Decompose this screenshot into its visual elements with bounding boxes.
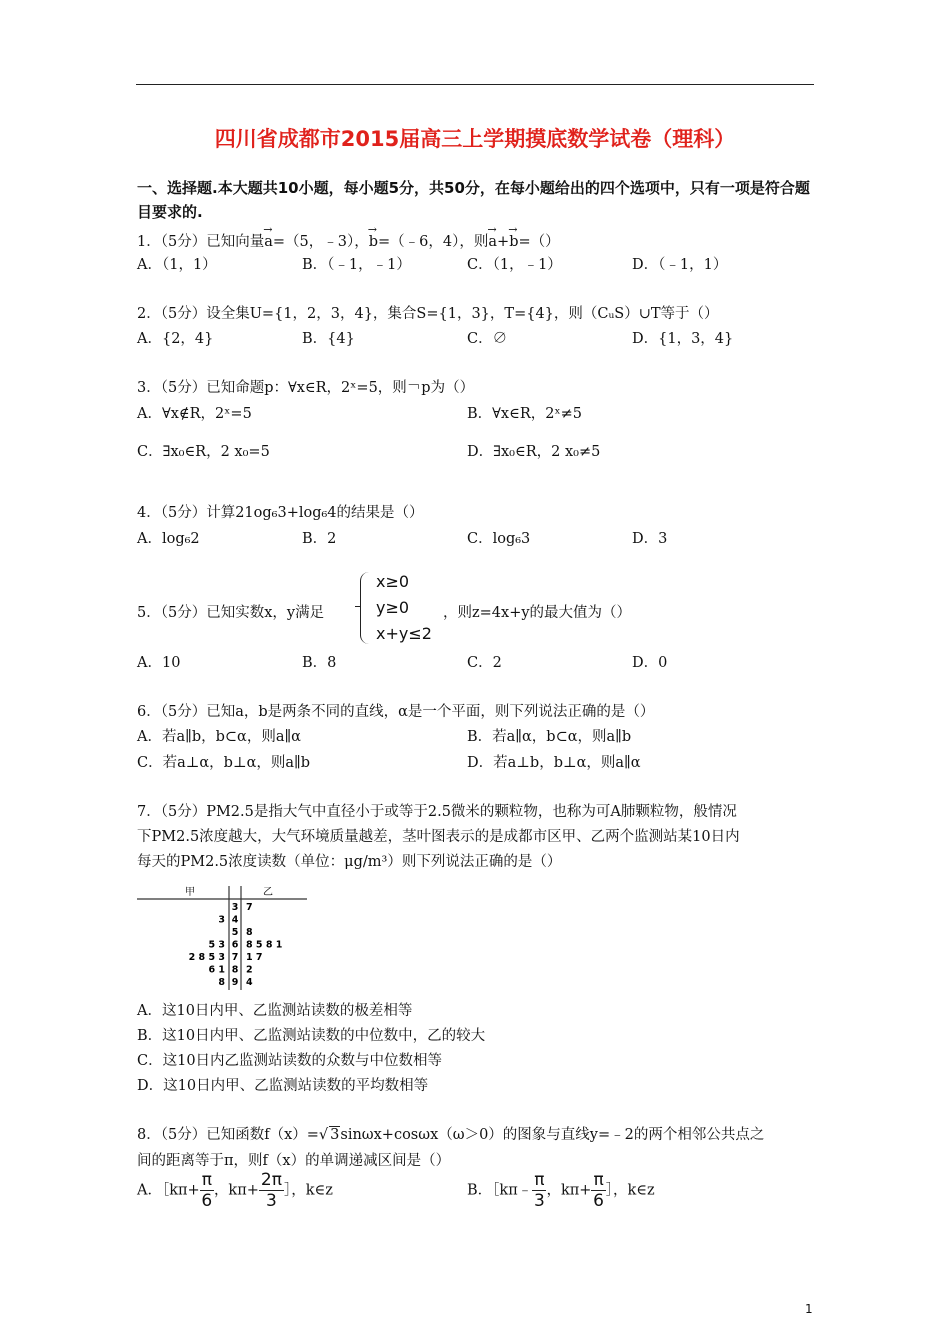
stem-leaf-right-leaves: 8 5 8 1 (246, 939, 283, 951)
stem-leaf-stem: 4 (231, 914, 239, 926)
q7-option-d: D．这10日内甲、乙监测站读数的平均数相等 (137, 1078, 429, 1094)
stem-leaf-left-label: 甲 (185, 887, 195, 898)
constraint-2: y≥0 (376, 598, 410, 617)
question-7-line-3: 每天的PM2.5浓度读数（单位：μg/m³）则下列说法正确的是（） (137, 854, 562, 870)
q2-option-b: B．{4} (302, 331, 355, 347)
question-7-line-1: 7．（5分）PM2.5是指大气中直径小于或等于2.5微米的颗粒物，也称为可A肺颗粒物，般情况 (137, 804, 737, 820)
q4-option-a: A．log₆2 (137, 531, 200, 547)
q4-option-b: B．2 (302, 531, 337, 547)
q1-option-a: A．（1，1） (137, 257, 217, 273)
stem-leaf-left-leaves: 6 1 (208, 964, 225, 976)
stem-leaf-left-leaves: 3 (218, 914, 225, 926)
page-title: 四川省成都市2015届高三上学期摸底数学试卷（理科） (214, 127, 736, 151)
q7-option-b: B．这10日内甲、乙监测站读数的中位数中，乙的较大 (137, 1028, 486, 1044)
stem-leaf-stem: 7 (231, 952, 239, 963)
q2-option-c: C．∅ (467, 331, 508, 347)
brace (360, 572, 369, 644)
q2-option-d: D．{1，3，4} (632, 331, 734, 347)
q5-option-a: A．10 (137, 655, 181, 671)
constraint-1: x≥0 (376, 572, 410, 591)
q1-option-c: C．（1，﹣1） (467, 257, 562, 273)
question-2: 2．（5分）设全集U={1，2，3，4}，集合S={1，3}，T={4}，则（CᵤS）∪T等于（） (137, 306, 719, 322)
question-4: 4．（5分）计算21og₆3+log₆4的结果是（） (137, 505, 424, 521)
stem-leaf-stem: 5 (231, 927, 239, 938)
vector-b: → b (369, 234, 378, 250)
page-number: 1 (805, 1302, 813, 1316)
stem-leaf-stem: 6 (231, 939, 239, 951)
question-5-post: ，则z=4x+y的最大值为（） (443, 605, 632, 621)
constraint-3: x+y≤2 (376, 624, 432, 643)
q3-option-d: D．∃x₀∈R，2 x₀≠5 (467, 444, 601, 460)
q2-option-a: A．{2，4} (137, 331, 214, 347)
q7-option-a: A．这10日内甲、乙监测站读数的极差相等 (137, 1003, 413, 1019)
stem-leaf-stem: 3 (231, 902, 239, 913)
stem-leaf-right-leaves: 4 (246, 977, 253, 988)
question-7-line-2: 下PM2.5浓度越大，大气环境质量越差，茎叶图表示的是成都市区甲、乙两个监测站某10日内 (137, 829, 740, 845)
question-1: 1．（5分）已知向量→ a=（5，﹣3），→ b=（﹣6，4），则→ a+→ b=（） (137, 230, 560, 251)
q3-option-b: B．∀x∈R，2ˣ≠5 (467, 406, 582, 422)
stem-leaf-left-leaves: 8 (218, 977, 225, 988)
q4-option-d: D．3 (632, 531, 668, 547)
stem-leaf-svg (137, 880, 309, 992)
q1-option-b: B．（﹣1，﹣1） (302, 257, 411, 273)
stem-leaf-left-leaves: 5 3 (208, 939, 225, 951)
q6-option-d: D．若a⊥b，b⊥α，则a∥α (467, 755, 641, 771)
stem-leaf-right-leaves: 1 7 (246, 952, 263, 963)
q6-option-b: B．若a∥α，b⊂α，则a∥b (467, 729, 632, 745)
question-6: 6．（5分）已知a，b是两条不同的直线，α是一个平面，则下列说法正确的是（） (137, 704, 655, 720)
vector-a: → a (264, 234, 273, 250)
q5-option-d: D．0 (632, 655, 668, 671)
q8-option-a: A．［kπ+ $\frac{\pi}{6}$ ，kπ+ $\frac{2\pi}{3}$ ］，k∈z (137, 1170, 333, 1211)
q6-option-c: C．若a⊥α，b⊥α，则a∥b (137, 755, 311, 771)
stem-leaf-right-leaves: 8 (246, 927, 253, 938)
q4-option-c: C．log₆3 (467, 531, 531, 547)
question-5-pre: 5．（5分）已知实数x，y满足 (137, 605, 325, 621)
question-8-line-2: 间的距离等于π，则f（x）的单调递减区间是（） (137, 1153, 451, 1169)
stem-leaf-right-leaves: 2 (246, 964, 253, 976)
stem-leaf-stem: 9 (231, 977, 239, 988)
sqrt-3: 3 (330, 1127, 340, 1143)
q3-option-a: A．∀x∉R，2ˣ=5 (137, 406, 252, 422)
q8-option-b: B．［kπ﹣ $\frac{\pi}{3}$ ，kπ+ $\frac{\pi}{6}$ ］，k∈z (467, 1170, 655, 1211)
stem-leaf-right-leaves: 7 (246, 902, 253, 913)
question-8-line-1: 8．（5分）已知函数f（x）=√ 3sinωx+cosωx（ω＞0）的图象与直线y=﹣2的两个相邻公共点之 (137, 1127, 765, 1143)
q3-option-c: C．∃x₀∈R，2 x₀=5 (137, 444, 270, 460)
stem-leaf-stem: 8 (231, 964, 239, 976)
q6-option-a: A．若a∥b，b⊂α，则a∥α (137, 729, 301, 745)
q1-option-d: D．（﹣1，1） (632, 257, 728, 273)
stem-leaf-plot (137, 880, 309, 992)
section-header: 一、选择题.本大题共10小题，每小题5分，共50分，在每小题给出的四个选项中，只有一项是符合题目要求的. (137, 179, 810, 221)
stem-leaf-left-leaves: 2 8 5 3 (188, 952, 225, 963)
q5-option-c: C．2 (467, 655, 502, 671)
constraint-system (360, 570, 430, 648)
question-3: 3．（5分）已知命题p：∀x∈R，2ˣ=5，则￢p为（） (137, 380, 475, 396)
top-rule (136, 84, 814, 85)
q5-option-b: B．8 (302, 655, 337, 671)
stem-leaf-right-label: 乙 (263, 887, 273, 898)
q7-option-c: C．这10日内乙监测站读数的众数与中位数相等 (137, 1053, 443, 1069)
